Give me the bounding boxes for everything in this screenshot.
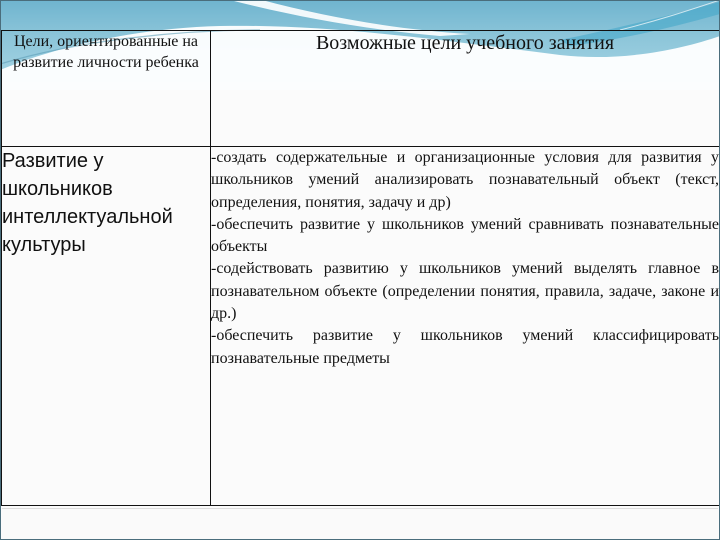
table-row bbox=[2, 147, 720, 506]
header-personality-goals: Цели, ориентированные на развитие личности ребенка bbox=[2, 31, 211, 147]
table-header-row bbox=[2, 31, 720, 147]
header-lesson-goals: Возможные цели учебного занятия bbox=[211, 31, 720, 147]
goal-item: -создать содержательные и организационные условия для развития у школьников умений анализировать познавательный объект (текст, определения, понятия, задачу и др) bbox=[211, 149, 719, 211]
goal-item: -обеспечить развитие у школьников умений классифицировать познавательные предметы bbox=[211, 327, 719, 367]
goal-item: -содействовать развитию у школьников умений выделять главное в познавательном объекте (определении понятия, правила, задаче, законе и др.) bbox=[211, 260, 719, 323]
table-footer-strip bbox=[2, 508, 718, 539]
goals-cell bbox=[211, 147, 720, 506]
goal-item: -обеспечить развитие у школьников умений сравнивать познавательные объекты bbox=[211, 215, 719, 256]
goals-table bbox=[1, 30, 720, 506]
category-cell: Развитие у школьников интеллектуальной культуры bbox=[2, 147, 211, 506]
